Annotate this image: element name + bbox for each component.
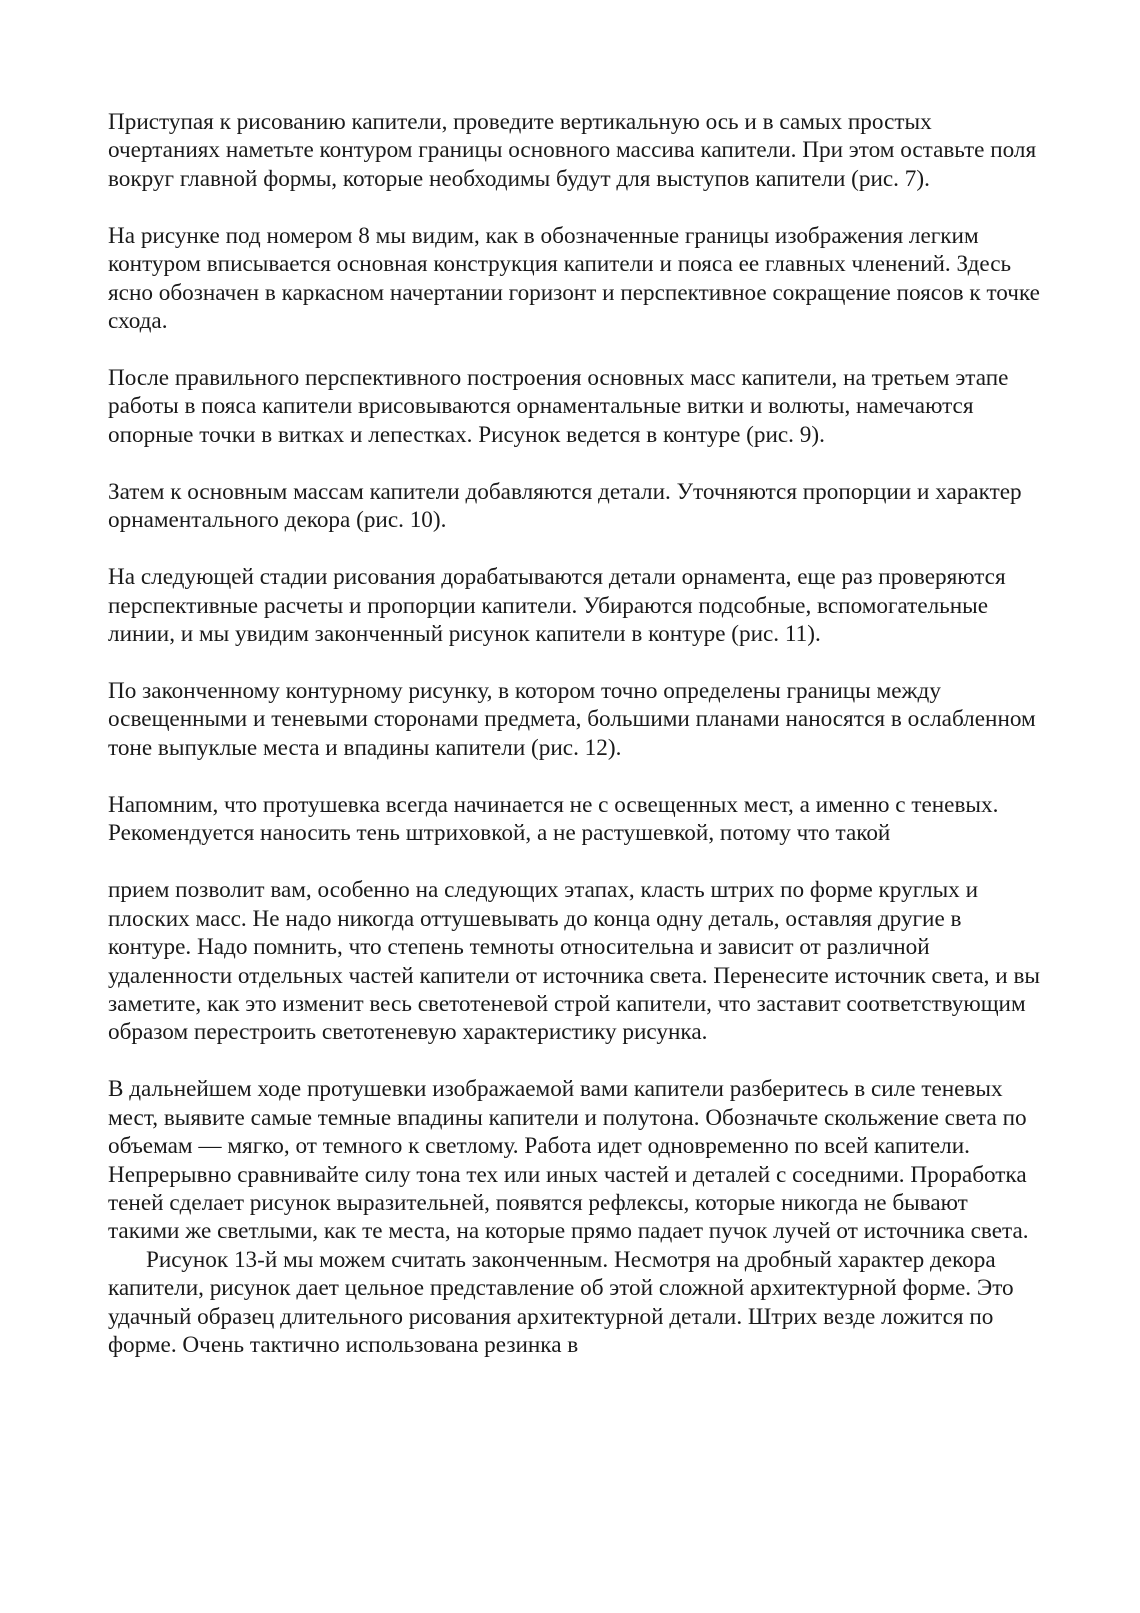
paragraph-4: Затем к основным массам капители добавляются детали. Уточняются пропорции и характер орнаментального декора (рис. 10). [108, 478, 1022, 534]
paragraph-9: В дальнейшем ходе протушевки изображаемой вами капители разберитесь в силе теневых мест, выявите самые темные впадины капители и полутона. Обозначьте скольжение света по объемам — мягко, от темного к светлому. Работа идет одновременно по всей капители. Непрерывно сравнивайте силу тона тех или иных частей и деталей с соседними. Проработка теней сделает рисунок выразительней, появятся рефлексы, которые никогда не бывают такими же светлыми, как те места, на которые прямо падает пучок лучей от источника света. [108, 1076, 1029, 1245]
paragraph-10: Рисунок 13-й мы можем считать законченным. Несмотря на дробный характер декора капители, рисунок дает цельное представление об этой сложной архитектурной форме. Это удачный образец длительного рисования архитектурной детали. Штрих везде ложится по форме. Очень тактично использована резинка в [108, 1246, 1014, 1358]
paragraph-1: Приступая к рисованию капители, проведите вертикальную ось и в самых простых очертаниях наметьте контуром границы основного массива капители. При этом оставьте поля вокруг главной формы, которые необходимы будут для выступов капители (рис. 7). [108, 109, 1037, 192]
paragraph-3: После правильного перспективного построения основных масс капители, на третьем этапе работы в пояса капители врисовываются орнаментальные витки и волюты, намечаются опорные точки в витках и лепестках. Рисунок ведется в контуре (рис. 9). [108, 365, 1009, 448]
paragraph-7: Напомним, что протушевка всегда начинается не с освещенных мест, а именно с теневых. Рекомендуется наносить тень штриховкой, а не растушевкой, потому что такой [108, 791, 999, 847]
paragraph-2: На рисунке под номером 8 мы видим, как в обозначенные границы изображения легким контуром вписывается основная конструкция капители и пояса ее главных членений. Здесь ясно обозначен в каркасном начертании горизонт и перспективное сокращение поясов к точке схода. [108, 222, 1040, 335]
paragraph-6: По законченному контурному рисунку, в котором точно определены границы между освещенными и теневыми сторонами предмета, большими планами наносятся в ослабленном тоне выпуклые места и впадины капители (рис. 12). [108, 678, 1036, 761]
document-body [108, 108, 1040, 1359]
paragraph-8: прием позволит вам, особенно на следующих этапах, класть штрих по форме круглых и плоских масс. Не надо никогда оттушевывать до конца одну деталь, оставляя другие в контуре. Надо помнить, что степень темноты относительна и зависит от различной удаленности отдельных частей капители от источника света. Перенесите источник света, и вы заметите, как это изменит весь светотеневой строй капители, что заставит соответствующим образом перестроить светотеневую характеристику рисунка. [108, 877, 1040, 1046]
paragraph-5: На следующей стадии рисования дорабатываются детали орнамента, еще раз проверяются перспективные расчеты и пропорции капители. Убираются подсобные, вспомогательные линии, и мы увидим законченный рисунок капители в контуре (рис. 11). [108, 564, 1006, 648]
